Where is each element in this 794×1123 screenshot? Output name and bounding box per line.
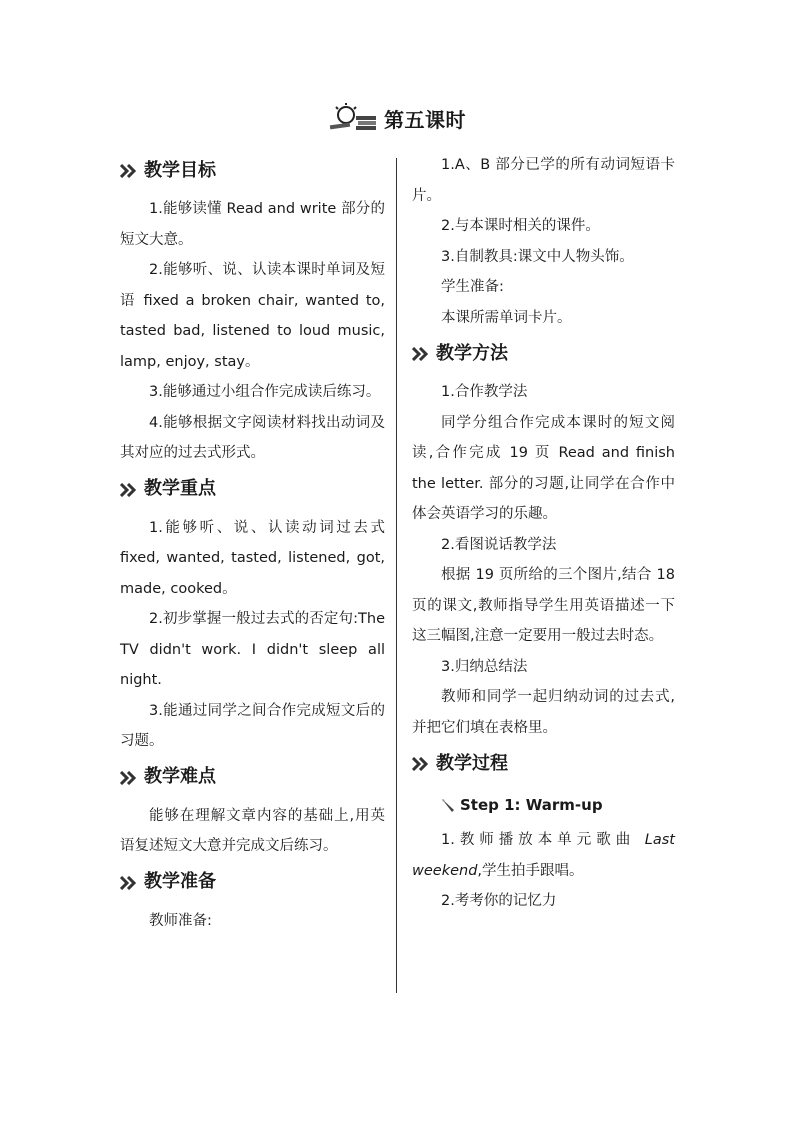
section-heading-goals: 教学目标 xyxy=(120,154,385,188)
column-divider xyxy=(396,158,397,993)
key-point-item: 1.能够听、说、认读动词过去式 fixed, wanted, tasted, listened, got, made, cooked。 xyxy=(120,519,385,597)
goal-item: 4.能够根据文字阅读材料找出动词及其对应的过去式形式。 xyxy=(120,414,385,461)
double-chevron-icon xyxy=(412,347,433,361)
method-desc: 同学分组合作完成本课时的短文阅读,合作完成 19 页 Read and finish the letter. 部分的习题,让同学在合作中体会英语学习的乐趣。 xyxy=(412,414,675,522)
section-heading-key-points: 教学重点 xyxy=(120,473,385,507)
step-item: 1.教师播放本单元歌曲 Last weekend,学生拍手跟唱。 xyxy=(412,832,675,879)
method-title: 1.合作教学法 xyxy=(441,384,528,400)
teacher-prep-label: 教师准备: xyxy=(149,912,212,929)
goal-item: 3.能够通过小组合作完成读后练习。 xyxy=(149,384,381,400)
page-title xyxy=(0,102,794,138)
step-item: 2.考考你的记忆力 xyxy=(441,893,557,909)
prep-item: 本课所需单词卡片。 xyxy=(441,309,572,326)
pencil-icon xyxy=(440,797,456,813)
method-title: 3.归纳总结法 xyxy=(441,658,528,675)
double-chevron-icon xyxy=(120,876,141,890)
right-column xyxy=(412,150,675,917)
left-column xyxy=(120,150,385,936)
double-chevron-icon xyxy=(120,483,141,497)
difficulty-text: 能够在理解文章内容的基础上,用英语复述短文大意并完成文后练习。 xyxy=(120,807,385,854)
prep-item: 2.与本课时相关的课件。 xyxy=(441,218,600,234)
prep-item: 1.A、B 部分已学的所有动词短语卡片。 xyxy=(412,157,675,204)
section-heading-difficulty: 教学难点 xyxy=(120,761,385,795)
lightbulb-books-icon xyxy=(328,102,378,134)
method-desc: 教师和同学一起归纳动词的过去式,并把它们填在表格里。 xyxy=(412,689,675,736)
double-chevron-icon xyxy=(120,771,141,785)
step-heading: Step 1: Warm-up xyxy=(412,789,675,821)
section-heading-methods: 教学方法 xyxy=(412,337,675,371)
double-chevron-icon xyxy=(412,757,433,771)
section-heading-preparation: 教学准备 xyxy=(120,866,385,900)
student-prep-label: 学生准备: xyxy=(441,279,504,295)
method-title: 2.看图说话教学法 xyxy=(441,536,557,553)
method-desc: 根据 19 页所给的三个图片,结合 18 页的课文,教师指导学生用英语描述一下这三幅图,注意一定要用一般过去时态。 xyxy=(412,567,675,644)
song-title: Last weekend xyxy=(412,832,675,879)
goal-item: 2.能够听、说、认读本课时单词及短语 fixed a broken chair, wanted to, tasted bad, listened to loud music, lamp, enjoy, stay。 xyxy=(120,262,385,370)
key-point-item: 2.初步掌握一般过去式的否定句:The TV didn't work. I didn't sleep all night. xyxy=(120,611,385,688)
section-heading-process: 教学过程 xyxy=(412,747,675,781)
goal-item: 1.能够读懂 Read and write 部分的短文大意。 xyxy=(120,201,385,248)
lesson-title: 第五课时 xyxy=(384,107,466,132)
prep-item: 3.自制教具:课文中人物头饰。 xyxy=(441,248,634,265)
double-chevron-icon xyxy=(120,164,141,178)
key-point-item: 3.能通过同学之间合作完成短文后的习题。 xyxy=(120,702,385,749)
